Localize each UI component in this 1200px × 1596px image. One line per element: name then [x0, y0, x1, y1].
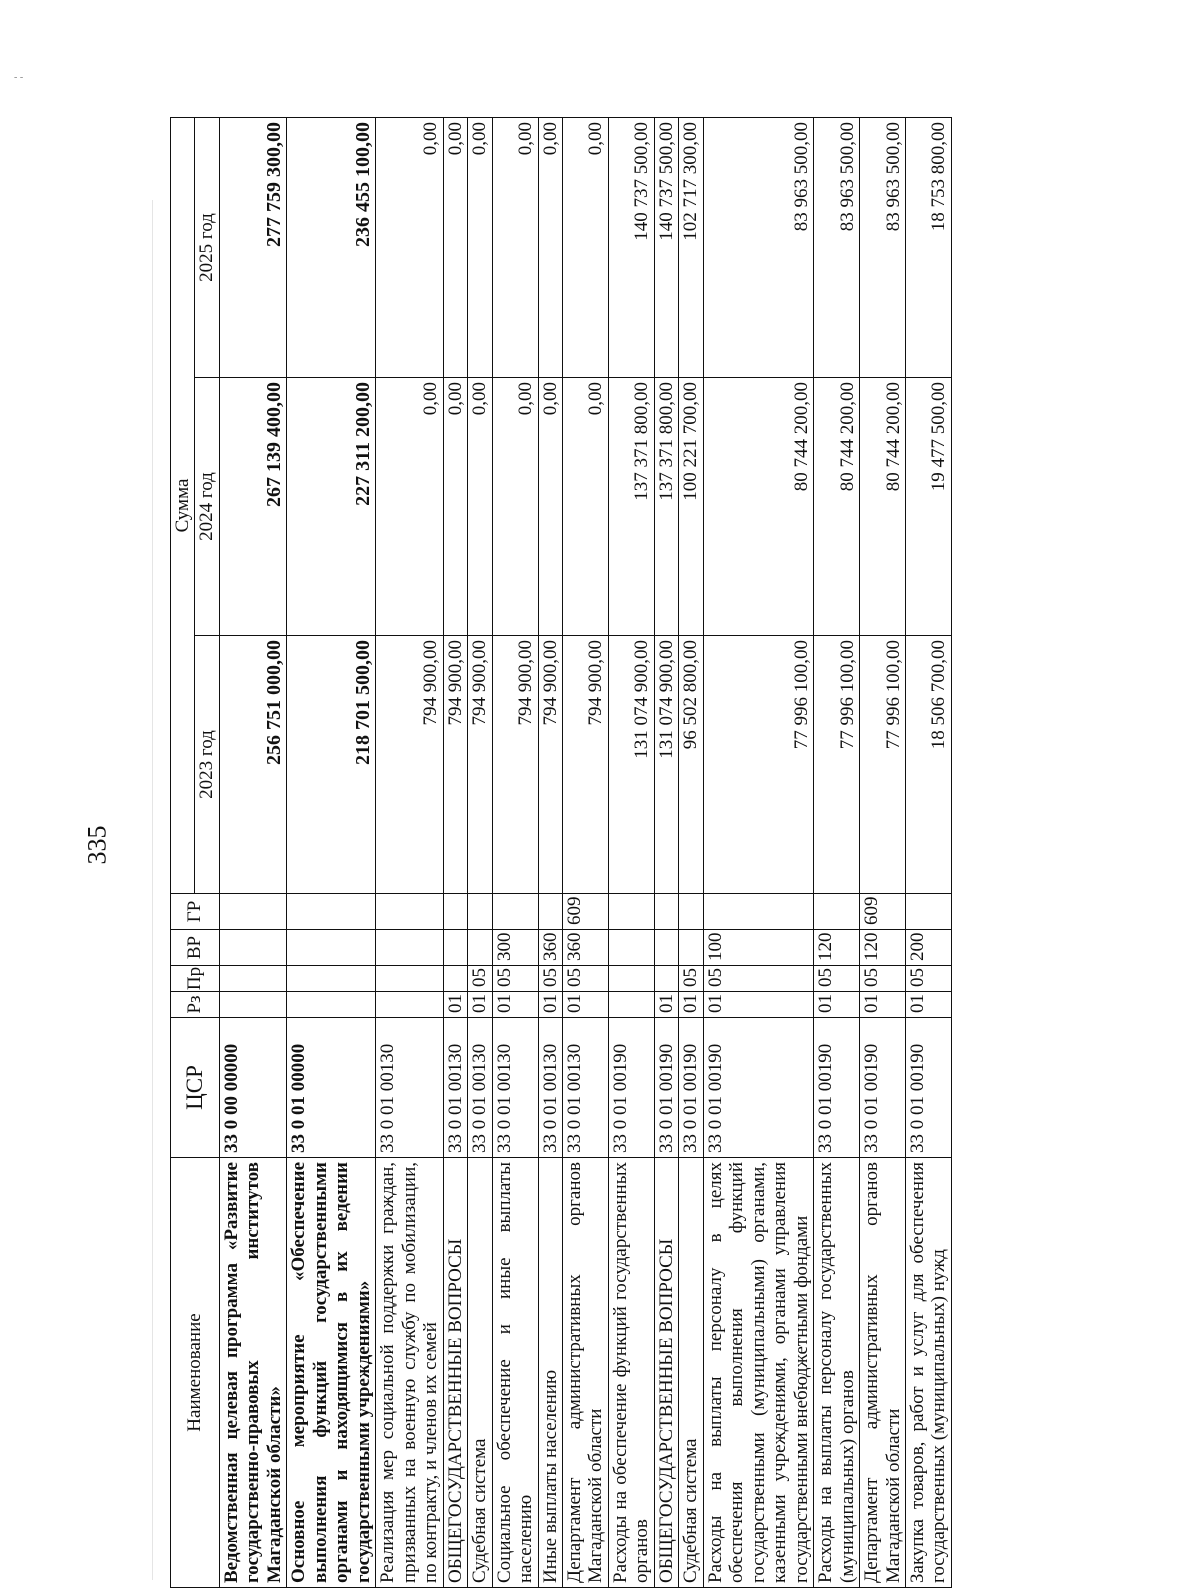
- scan-margin-line: [152, 200, 153, 1580]
- cell-pr: [376, 966, 443, 992]
- cell-gr: [219, 894, 286, 930]
- cell-y2023: 77 996 100,00: [814, 636, 860, 894]
- cell-vr: 200: [906, 930, 952, 966]
- cell-y2024: 0,00: [468, 378, 492, 636]
- budget-table: [170, 117, 952, 1588]
- table-row: [860, 118, 906, 1588]
- cell-vr: [443, 930, 467, 966]
- cell-name: Основное мероприятие «Обеспечение выполнения функций государственными органами и находящимися в их ведении государственными учреждениями»: [287, 1158, 376, 1588]
- cell-name: Ведомственная целевая программа «Развитие государственно-правовых институтов Магаданской области»: [219, 1158, 286, 1588]
- cell-gr: [443, 894, 467, 930]
- cell-y2025: 140 737 500,00: [608, 118, 654, 378]
- cell-y2023: 77 996 100,00: [860, 636, 906, 894]
- cell-y2025: 0,00: [468, 118, 492, 378]
- cell-rz: 01: [538, 992, 562, 1018]
- header-2023: 2023 год: [195, 636, 219, 894]
- cell-rz: 01: [468, 992, 492, 1018]
- cell-gr: [538, 894, 562, 930]
- cell-y2023: 794 900,00: [562, 636, 608, 894]
- cell-y2025: 236 455 100,00: [287, 118, 376, 378]
- table-row: [608, 118, 654, 1588]
- cell-rz: [376, 992, 443, 1018]
- cell-y2025: 277 759 300,00: [219, 118, 286, 378]
- cell-gr: [376, 894, 443, 930]
- cell-y2025: 18 753 800,00: [906, 118, 952, 378]
- cell-y2023: 18 506 700,00: [906, 636, 952, 894]
- cell-vr: [287, 930, 376, 966]
- cell-vr: [654, 930, 678, 966]
- cell-gr: 609: [562, 894, 608, 930]
- cell-gr: 609: [860, 894, 906, 930]
- cell-gr: [287, 894, 376, 930]
- cell-rz: 01: [562, 992, 608, 1018]
- cell-csr: 33 0 01 00190: [703, 1018, 813, 1158]
- cell-name: Расходы на обеспечение функций государственных органов: [608, 1158, 654, 1588]
- cell-y2025: 83 963 500,00: [703, 118, 813, 378]
- cell-rz: 01: [492, 992, 538, 1018]
- cell-y2024: 0,00: [538, 378, 562, 636]
- cell-pr: [654, 966, 678, 992]
- table-row: [906, 118, 952, 1588]
- cell-csr: 33 0 01 00130: [376, 1018, 443, 1158]
- cell-csr: 33 0 01 00190: [679, 1018, 703, 1158]
- cell-gr: [492, 894, 538, 930]
- header-sum: Сумма: [171, 118, 195, 894]
- cell-rz: 01: [860, 992, 906, 1018]
- cell-y2024: 100 221 700,00: [679, 378, 703, 636]
- cell-y2023: 794 900,00: [538, 636, 562, 894]
- cell-gr: [814, 894, 860, 930]
- cell-vr: 360: [538, 930, 562, 966]
- table-body: [219, 118, 951, 1588]
- cell-rz: 01: [679, 992, 703, 1018]
- cell-csr: 33 0 01 00130: [562, 1018, 608, 1158]
- cell-y2023: 131 074 900,00: [608, 636, 654, 894]
- page-number: 335: [82, 825, 112, 865]
- cell-vr: 360: [562, 930, 608, 966]
- cell-y2025: 0,00: [443, 118, 467, 378]
- cell-name: Департамент административных органов Магаданской области: [860, 1158, 906, 1588]
- cell-pr: 05: [679, 966, 703, 992]
- cell-y2025: 0,00: [376, 118, 443, 378]
- cell-vr: [376, 930, 443, 966]
- cell-y2023: 794 900,00: [443, 636, 467, 894]
- cell-vr: [219, 930, 286, 966]
- cell-pr: [443, 966, 467, 992]
- header-gr: ГР: [171, 894, 220, 930]
- cell-vr: 300: [492, 930, 538, 966]
- cell-rz: 01: [443, 992, 467, 1018]
- cell-csr: 33 0 01 00190: [814, 1018, 860, 1158]
- cell-gr: [679, 894, 703, 930]
- table-row: [562, 118, 608, 1588]
- header-vr: ВР: [171, 930, 220, 966]
- cell-y2024: 267 139 400,00: [219, 378, 286, 636]
- table-row: [443, 118, 467, 1588]
- cell-y2025: 83 963 500,00: [860, 118, 906, 378]
- cell-csr: 33 0 01 00190: [906, 1018, 952, 1158]
- cell-csr: 33 0 01 00190: [654, 1018, 678, 1158]
- header-2024: 2024 год: [195, 378, 219, 636]
- cell-y2023: 794 900,00: [468, 636, 492, 894]
- cell-csr: 33 0 01 00130: [443, 1018, 467, 1158]
- cell-pr: 05: [468, 966, 492, 992]
- table-header: [171, 118, 220, 1588]
- table-row: [538, 118, 562, 1588]
- cell-rz: [608, 992, 654, 1018]
- header-2025: 2025 год: [195, 118, 219, 378]
- cell-rz: [219, 992, 286, 1018]
- cell-y2023: 77 996 100,00: [703, 636, 813, 894]
- cell-rz: 01: [814, 992, 860, 1018]
- cell-name: Социальное обеспечение и иные выплаты населению: [492, 1158, 538, 1588]
- table-row: [376, 118, 443, 1588]
- cell-vr: 120: [860, 930, 906, 966]
- cell-y2025: 0,00: [538, 118, 562, 378]
- cell-gr: [906, 894, 952, 930]
- cell-csr: 33 0 01 00190: [608, 1018, 654, 1158]
- cell-csr: 33 0 01 00130: [492, 1018, 538, 1158]
- cell-pr: [219, 966, 286, 992]
- cell-pr: 05: [562, 966, 608, 992]
- cell-gr: [654, 894, 678, 930]
- cell-vr: [608, 930, 654, 966]
- cell-name: Судебная система: [468, 1158, 492, 1588]
- header-pr: Пр: [171, 966, 220, 992]
- cell-csr: 33 0 01 00190: [860, 1018, 906, 1158]
- table-row: [814, 118, 860, 1588]
- cell-y2024: 19 477 500,00: [906, 378, 952, 636]
- cell-y2024: 137 371 800,00: [608, 378, 654, 636]
- cell-y2025: 83 963 500,00: [814, 118, 860, 378]
- cell-name: Расходы на выплаты персоналу государственных (муниципальных) органов: [814, 1158, 860, 1588]
- cell-name: Иные выплаты населению: [538, 1158, 562, 1588]
- cell-y2025: 0,00: [562, 118, 608, 378]
- cell-y2024: 137 371 800,00: [654, 378, 678, 636]
- table-row: [679, 118, 703, 1588]
- cell-rz: 01: [654, 992, 678, 1018]
- cell-csr: 33 0 01 00130: [468, 1018, 492, 1158]
- cell-y2024: 0,00: [443, 378, 467, 636]
- cell-name: Департамент административных органов Магаданской области: [562, 1158, 608, 1588]
- table-row: [468, 118, 492, 1588]
- cell-y2023: 794 900,00: [492, 636, 538, 894]
- cell-y2023: 131 074 900,00: [654, 636, 678, 894]
- cell-y2025: 140 737 500,00: [654, 118, 678, 378]
- header-rz: Рз: [171, 992, 220, 1018]
- table-row: [219, 118, 286, 1588]
- cell-gr: [703, 894, 813, 930]
- cell-name: ОБЩЕГОСУДАРСТВЕННЫЕ ВОПРОСЫ: [654, 1158, 678, 1588]
- cell-y2024: 0,00: [562, 378, 608, 636]
- scan-speck: ‐ ‑: [14, 72, 24, 83]
- cell-pr: 05: [906, 966, 952, 992]
- cell-y2024: 80 744 200,00: [860, 378, 906, 636]
- cell-pr: 05: [703, 966, 813, 992]
- cell-name: Закупка товаров, работ и услуг для обеспечения государственных (муниципальных) нужд: [906, 1158, 952, 1588]
- header-name: Наименование: [171, 1158, 220, 1588]
- cell-csr: 33 0 01 00130: [538, 1018, 562, 1158]
- cell-y2024: 80 744 200,00: [703, 378, 813, 636]
- cell-pr: [608, 966, 654, 992]
- cell-name: Расходы на выплаты персоналу в целях обеспечения выполнения функций государственными (муниципальными) органами, казенными учреждениями, органами управления государственными внебюджетными фондами: [703, 1158, 813, 1588]
- cell-pr: 05: [860, 966, 906, 992]
- cell-gr: [468, 894, 492, 930]
- cell-y2023: 256 751 000,00: [219, 636, 286, 894]
- cell-name: Судебная система: [679, 1158, 703, 1588]
- cell-csr: 33 0 00 00000: [219, 1018, 286, 1158]
- cell-pr: 05: [492, 966, 538, 992]
- cell-name: ОБЩЕГОСУДАРСТВЕННЫЕ ВОПРОСЫ: [443, 1158, 467, 1588]
- rotated-table-container: [170, 118, 1090, 1588]
- header-csr: ЦСР: [171, 1018, 220, 1158]
- table-row: [654, 118, 678, 1588]
- cell-vr: 100: [703, 930, 813, 966]
- cell-pr: [287, 966, 376, 992]
- cell-vr: [679, 930, 703, 966]
- cell-pr: 05: [814, 966, 860, 992]
- cell-y2024: 0,00: [376, 378, 443, 636]
- table-row: [492, 118, 538, 1588]
- cell-y2024: 80 744 200,00: [814, 378, 860, 636]
- cell-y2023: 96 502 800,00: [679, 636, 703, 894]
- cell-y2023: 794 900,00: [376, 636, 443, 894]
- cell-y2023: 218 701 500,00: [287, 636, 376, 894]
- cell-rz: [287, 992, 376, 1018]
- cell-gr: [608, 894, 654, 930]
- cell-vr: 120: [814, 930, 860, 966]
- cell-y2025: 102 717 300,00: [679, 118, 703, 378]
- cell-pr: 05: [538, 966, 562, 992]
- cell-rz: 01: [906, 992, 952, 1018]
- cell-y2024: 227 311 200,00: [287, 378, 376, 636]
- cell-name: Реализация мер социальной поддержки граждан, призванных на военную службу по мобилизации, по контракту, и членов их семей: [376, 1158, 443, 1588]
- cell-y2024: 0,00: [492, 378, 538, 636]
- cell-vr: [468, 930, 492, 966]
- table-row: [287, 118, 376, 1588]
- cell-rz: 01: [703, 992, 813, 1018]
- cell-csr: 33 0 01 00000: [287, 1018, 376, 1158]
- cell-y2025: 0,00: [492, 118, 538, 378]
- table-row: [703, 118, 813, 1588]
